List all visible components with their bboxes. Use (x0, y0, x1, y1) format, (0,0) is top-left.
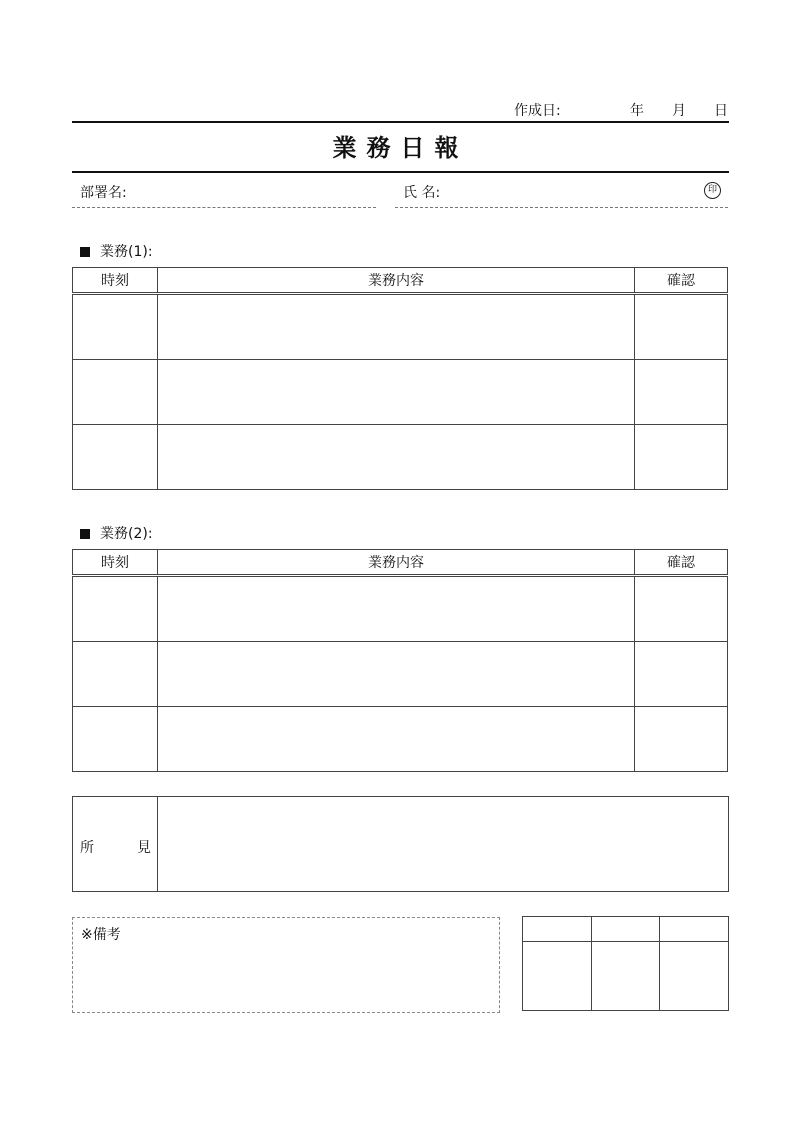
notes-label: ※備考 (81, 927, 121, 943)
column-header-time: 時刻 (73, 550, 158, 576)
stamp-header-row (523, 917, 729, 942)
created-date-label: 作成日: (514, 103, 561, 119)
section-2-title (80, 523, 153, 543)
stamp-body-row (523, 942, 729, 1011)
stamp-cell[interactable] (523, 942, 592, 1011)
stamp-header-cell[interactable] (591, 917, 660, 942)
task-table-1-header (73, 268, 728, 294)
content-cell[interactable] (158, 707, 635, 772)
task-table-2 (72, 549, 728, 772)
section-1-title (80, 241, 153, 261)
table-row (73, 294, 728, 360)
seal-icon: 印 (704, 182, 721, 199)
day-label: 日 (714, 103, 728, 119)
content-cell[interactable] (158, 294, 635, 360)
title-top-rule (72, 121, 729, 123)
content-cell[interactable] (158, 425, 635, 490)
time-cell[interactable] (73, 294, 158, 360)
notes-box[interactable] (72, 917, 500, 1013)
check-cell[interactable] (635, 707, 728, 772)
opinion-label (73, 797, 158, 891)
column-header-check: 確認 (635, 550, 728, 576)
section-1-title-text: 業務(1): (100, 244, 153, 260)
name-label: 氏 名: (403, 185, 441, 201)
opinion-label-left: 所 (80, 840, 94, 856)
content-cell[interactable] (158, 576, 635, 642)
content-cell[interactable] (158, 642, 635, 707)
section-2-title-text: 業務(2): (100, 526, 153, 542)
time-cell[interactable] (73, 425, 158, 490)
title-bottom-rule (72, 171, 729, 173)
table-row (73, 360, 728, 425)
check-cell[interactable] (635, 576, 728, 642)
task-table-1 (72, 267, 728, 490)
column-header-check: 確認 (635, 268, 728, 294)
opinion-label-right: 見 (137, 840, 151, 856)
name-field-line[interactable] (395, 207, 728, 208)
time-cell[interactable] (73, 576, 158, 642)
table-row (73, 425, 728, 490)
task-table-2-header (73, 550, 728, 576)
date-header (72, 96, 728, 122)
time-cell[interactable] (73, 707, 158, 772)
opinion-box (72, 796, 729, 892)
column-header-time: 時刻 (73, 268, 158, 294)
content-cell[interactable] (158, 360, 635, 425)
time-cell[interactable] (73, 642, 158, 707)
square-bullet-icon (80, 247, 90, 257)
stamp-cell[interactable] (660, 942, 729, 1011)
opinion-input-area[interactable] (158, 797, 728, 891)
department-label: 部署名: (80, 185, 127, 201)
time-cell[interactable] (73, 360, 158, 425)
column-header-content: 業務内容 (158, 268, 635, 294)
approval-stamp-grid (522, 916, 729, 1011)
table-row (73, 576, 728, 642)
department-field-line[interactable] (72, 207, 376, 208)
stamp-header-cell[interactable] (523, 917, 592, 942)
stamp-header-cell[interactable] (660, 917, 729, 942)
column-header-content: 業務内容 (158, 550, 635, 576)
page-title: 業務日報 (332, 134, 469, 162)
stamp-cell[interactable] (591, 942, 660, 1011)
month-label: 月 (672, 103, 686, 119)
check-cell[interactable] (635, 294, 728, 360)
table-row (73, 642, 728, 707)
check-cell[interactable] (635, 360, 728, 425)
check-cell[interactable] (635, 642, 728, 707)
table-row (73, 707, 728, 772)
square-bullet-icon (80, 529, 90, 539)
check-cell[interactable] (635, 425, 728, 490)
year-label: 年 (630, 103, 644, 119)
